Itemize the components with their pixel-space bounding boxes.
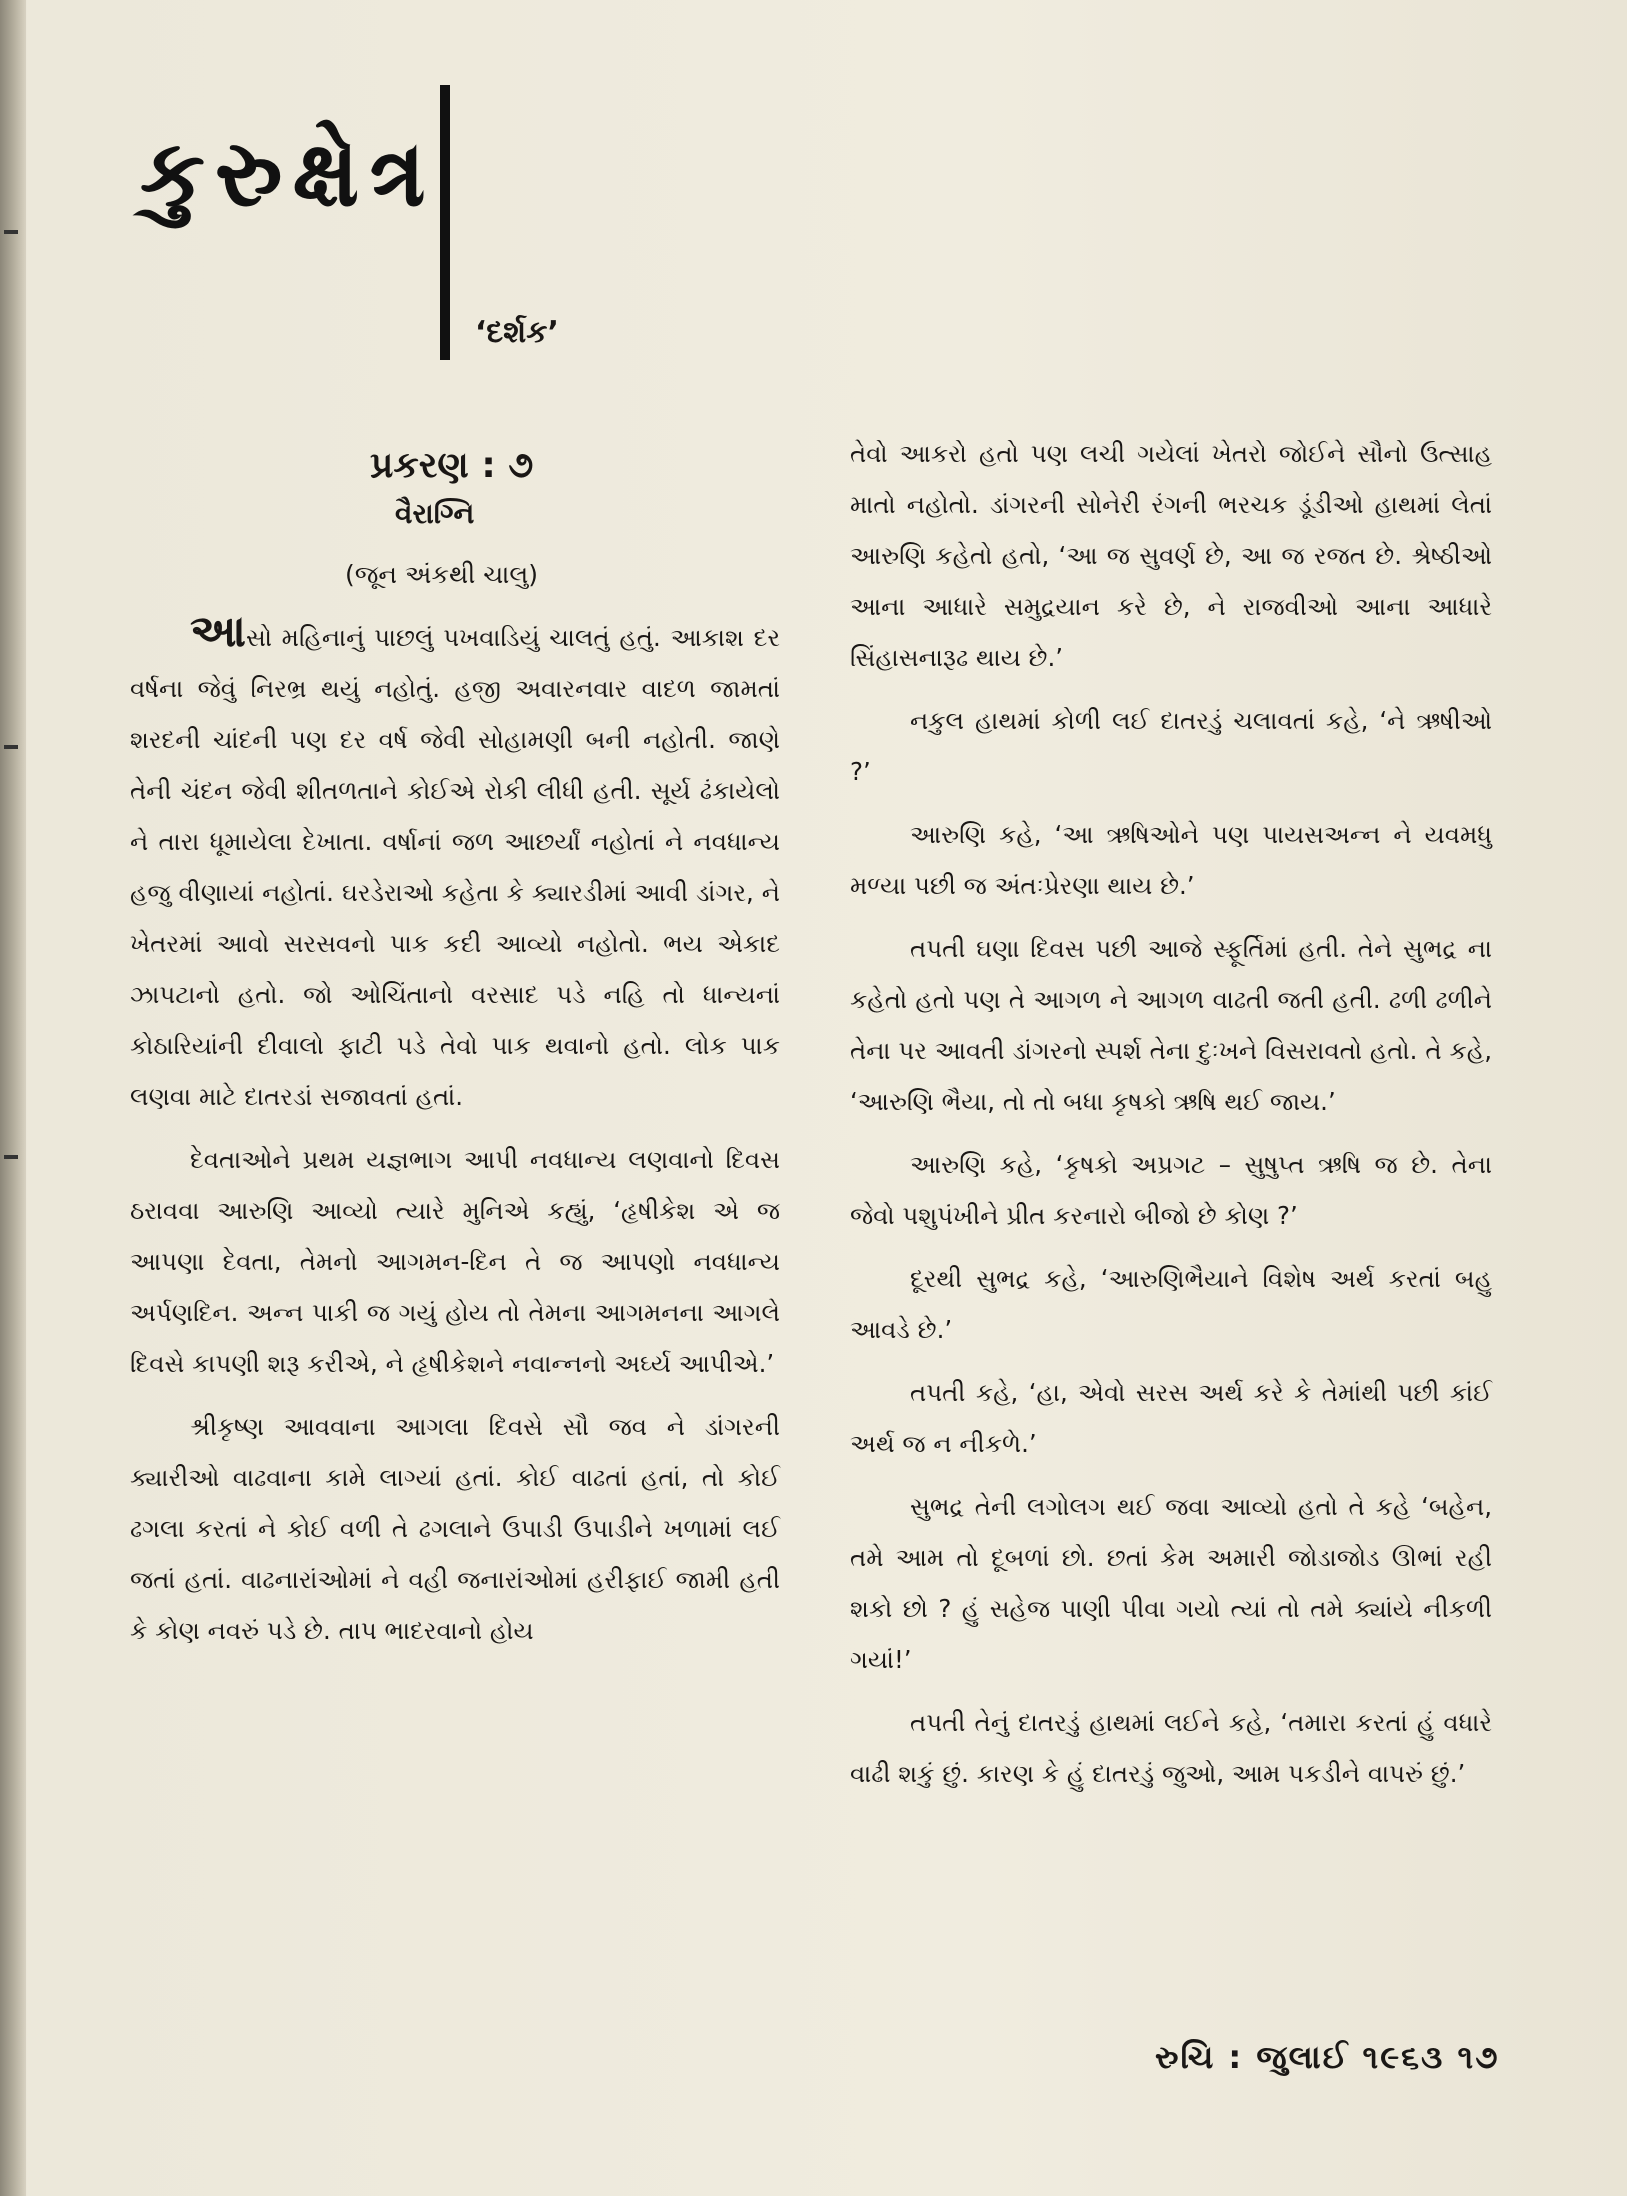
drop-cap: આ bbox=[190, 606, 246, 657]
page-footer: રુચિ : જુલાઈ ૧૯૬૩ ૧૭ bbox=[1155, 2038, 1500, 2076]
binding-mark bbox=[4, 1155, 18, 1159]
chapter-name: વૈરાગ્નિ bbox=[395, 497, 475, 530]
paragraph: આરુણિ કહે, ‘કૃષકો અપ્રગટ – સુષુપ્ત ઋષિ જ છે. તેના જેવો પશુપંખીને પ્રીત કરનારો બીજો છે કોણ ?’ bbox=[850, 1150, 1492, 1230]
binding-mark bbox=[4, 230, 18, 234]
paragraph: દેવતાઓને પ્રથમ યજ્ઞભાગ આપી નવધાન્ય લણવાનો દિવસ ઠરાવવા આરુણિ આવ્યો ત્યારે મુનિએ કહ્યું, ‘હૃષીકેશ એ જ આપણા દેવતા, તેમનો આગમન-દિન તે જ આપણો નવધાન્ય અર્પણદિન. અન્ન પાકી જ ગયું હોય તો તેમના આગમનના આગલે દિવસે કાપણી શરૂ કરીએ, ને હૃષીકેશને નવાન્નનો અર્ઘ્ય આપીએ.’ bbox=[130, 1145, 780, 1378]
title-divider bbox=[440, 85, 450, 360]
paragraph: દૂરથી સુભદ્ર કહે, ‘આરુણિભૈયાને વિશેષ અર્થ કરતાં બહુ આવડે છે.’ bbox=[850, 1264, 1492, 1344]
paragraph bbox=[130, 606, 780, 1122]
author-byline: ‘દર્શક’ bbox=[475, 315, 559, 350]
paragraph: નકુલ હાથમાં કોળી લઈ દાતરડું ચલાવતાં કહે, ‘ને ઋષીઓ ?’ bbox=[850, 706, 1492, 786]
paragraph: તેવો આકરો હતો પણ લચી ગયેલાં ખેતરો જોઈને સૌનો ઉત્સાહ માતો નહોતો. ડાંગરની સોનેરી રંગની ભરચક ડૂંડીઓ હાથમાં લેતાં આરુણિ કહેતો હતો, ‘આ જ સુવર્ણ છે, આ જ રજત છે. શ્રેષ્ઠીઓ આના આધારે સમુદ્રયાન કરે છે, ને રાજવીઓ આના આધારે સિંહાસનારૂઢ થાય છે.’ bbox=[850, 439, 1492, 672]
chapter-heading: પ્રકરણ : ૭ bbox=[370, 445, 534, 486]
binding-gutter bbox=[0, 0, 26, 2196]
left-column bbox=[130, 606, 780, 1668]
paragraph: સુભદ્ર તેની લગોલગ થઈ જવા આવ્યો હતો તે કહે ‘બહેન, તમે આમ તો દૂબળાં છો. છતાં કેમ અમારી જોડાજોડ ઊભાં રહી શકો છો ? હું સહેજ પાણી પીવા ગયો ત્યાં તો તમે ક્યાંયે નીકળી ગયાં!’ bbox=[850, 1492, 1492, 1674]
paragraph: શ્રીકૃષ્ણ આવવાના આગલા દિવસે સૌ જવ ને ડાંગરની ક્યારીઓ વાઢવાના કામે લાગ્યાં હતાં. કોઈ વાઢતાં હતાં, તો કોઈ ઢગલા કરતાં ને કોઈ વળી તે ઢગલાને ઉપાડી ઉપાડીને ખળામાં લઈ જતાં હતાં. વાઢનારાંઓમાં ને વહી જનારાંઓમાં હરીફાઈ જામી હતી કે કોણ નવરું પડે છે. તાપ ભાદરવાનો હોય bbox=[130, 1412, 780, 1645]
article-title: કુરુક્ષેત્ર bbox=[140, 120, 436, 227]
paragraph-text: સો મહિનાનું પાછલું પખવાડિયું ચાલતું હતું. આકાશ દર વર્ષના જેવું નિરભ્ર થયું નહોતું. હજી અવારનવાર વાદળ જામતાં શરદની ચાંદની પણ દર વર્ષ જેવી સોહામણી બની નહોતી. જાણે તેની ચંદન જેવી શીતળતાને કોઈએ રોકી લીધી હતી. સૂર્ય ઢંકાયેલો ને તારા ધૂમાયેલા દેખાતા. વર્ષાનાં જળ આછર્યાં નહોતાં ને નવધાન્ય હજુ વીણાયાં નહોતાં. ઘરડેરાઓ કહેતા કે ક્યારડીમાં આવી ડાંગર, ને ખેતરમાં આવો સરસવનો પાક કદી આવ્યો નહોતો. ભય એકાદ ઝાપટાનો હતો. જો ઓચિંતાનો વરસાદ પડે નહિ તો ધાન્યનાં કોઠારિયાંની દીવાલો ફાટી પડે તેવો પાક થવાનો હતો. લોક પાક લણવા માટે દાતરડાં સજાવતાં હતાં. bbox=[130, 623, 780, 1111]
paragraph: તપતી તેનું દાતરડું હાથમાં લઈને કહે, ‘તમારા કરતાં હું વધારે વાઢી શકું છું. કારણ કે હું દાતરડું જુઓ, આમ પકડીને વાપરું છું.’ bbox=[850, 1708, 1492, 1788]
paragraph: તપતી ઘણા દિવસ પછી આજે સ્ફૂર્તિમાં હતી. તેને સુભદ્ર ના કહેતો હતો પણ તે આગળ ને આગળ વાઢતી જતી હતી. ઢળી ઢળીને તેના પર આવતી ડાંગરનો સ્પર્શ તેના દુઃખને વિસરાવતો હતો. તે કહે, ‘આરુણિ ભૈયા, તો તો બધા કૃષકો ઋષિ થઈ જાય.’ bbox=[850, 934, 1492, 1116]
binding-mark bbox=[4, 745, 18, 749]
continuation-note: (જૂન અંકથી ચાલુ) bbox=[345, 560, 539, 589]
right-column bbox=[850, 428, 1492, 1811]
paragraph: તપતી કહે, ‘હા, એવો સરસ અર્થ કરે કે તેમાંથી પછી કાંઈ અર્થ જ ન નીકળે.’ bbox=[850, 1378, 1492, 1458]
paragraph: આરુણિ કહે, ‘આ ઋષિઓને પણ પાયસઅન્ન ને યવમધુ મળ્યા પછી જ અંતઃપ્રેરણા થાય છે.’ bbox=[850, 820, 1492, 900]
